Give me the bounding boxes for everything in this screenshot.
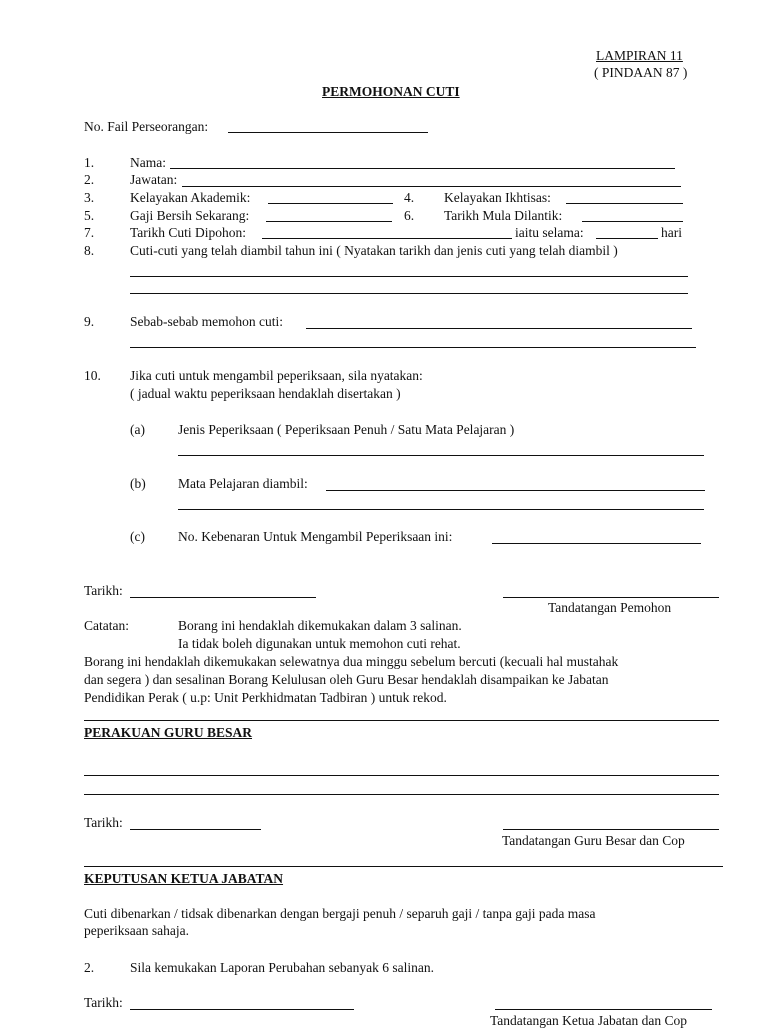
keputusan-paragraph-2: peperiksaan sahaja. [84,923,189,938]
catatan-paragraph-1: Borang ini hendaklah dikemukakan selewatnya dua minggu sebelum bercuti (kecuali hal mustahak [84,654,619,669]
gaji-field[interactable] [266,221,392,222]
kelayakan-ikhtisas-field[interactable] [566,203,683,204]
signature-line[interactable] [503,829,719,830]
catatan-line-1: Borang ini hendaklah dikemukakan dalam 3 salinan. [178,618,462,633]
hari-label: hari [661,225,682,240]
keputusan-paragraph-1: Cuti dibenarkan / tidsak dibenarkan dengan bergaji penuh / separuh gaji / tanpa gaji pada masa [84,906,596,921]
item-number: 3. [84,190,95,205]
catatan-paragraph-3: Pendidikan Perak ( u.p: Unit Perkhidmatan Tadbiran ) untuk rekod. [84,690,447,705]
tarikh-mula-field[interactable] [582,221,683,222]
item-number: 2. [84,172,95,187]
item-number: 6. [404,208,415,223]
item-number: 5. [84,208,95,223]
item-number: 10. [84,368,101,383]
mata-pelajaran-label: Mata Pelajaran diambil: [178,476,308,491]
keputusan-title: KEPUTUSAN KETUA JABATAN [84,871,284,886]
cuti-diambil-label: Cuti-cuti yang telah diambil tahun ini ( Nyatakan tarikh dan jenis cuti yang telah diambil ) [130,243,618,258]
mata-pelajaran-field[interactable] [178,509,704,510]
tandatangan-pemohon-label: Tandatangan Pemohon [548,600,672,615]
jenis-peperiksaan-label: Jenis Peperiksaan ( Peperiksaan Penuh / Satu Mata Pelajaran ) [178,422,515,437]
nama-field[interactable] [170,168,675,169]
item-number: 2. [84,960,95,975]
sub-item-b: (b) [130,476,146,491]
item-number: 1. [84,155,95,170]
sebab-field[interactable] [306,328,692,329]
catatan-line-2: Ia tidak boleh digunakan untuk memohon cuti rehat. [178,636,461,651]
jenis-peperiksaan-field[interactable] [178,455,704,456]
tarikh-label: Tarikh: [84,995,123,1010]
item-number: 8. [84,243,95,258]
kelayakan-ikhtisas-label: Kelayakan Ikhtisas: [444,190,551,205]
tarikh-cuti-field[interactable] [262,238,512,239]
jawatan-label: Jawatan: [130,172,178,187]
item-number: 9. [84,314,95,329]
laporan-perubahan-label: Sila kemukakan Laporan Perubahan sebanyak 6 salinan. [130,960,435,975]
no-kebenaran-field[interactable] [492,543,701,544]
item-number: 4. [404,190,415,205]
signature-line[interactable] [495,1009,712,1010]
tarikh-field[interactable] [130,1009,354,1010]
perakuan-title: PERAKUAN GURU BESAR [84,725,253,740]
section-divider [84,866,723,867]
sebab-label: Sebab-sebab memohon cuti: [130,314,283,329]
tandatangan-guru-besar-label: Tandatangan Guru Besar dan Cop [502,833,685,848]
kelayakan-akademik-field[interactable] [268,203,393,204]
catatan-paragraph-2: dan segera ) dan sesalinan Borang Kelulusan oleh Guru Besar hendaklah disampaikan ke Jabatan [84,672,609,687]
mata-pelajaran-field[interactable] [326,490,705,491]
pindaan-label: ( PINDAAN 87 ) [594,65,688,80]
kelayakan-akademik-label: Kelayakan Akademik: [130,190,251,205]
cuti-diambil-field[interactable] [130,276,688,277]
tandatangan-ketua-jabatan-label: Tandatangan Ketua Jabatan dan Cop [490,1013,687,1028]
signature-line[interactable] [503,597,719,598]
no-kebenaran-label: No. Kebenaran Untuk Mengambil Peperiksaan ini: [178,529,453,544]
peperiksaan-label: Jika cuti untuk mengambil peperiksaan, sila nyatakan: [130,368,423,383]
tarikh-field[interactable] [130,597,316,598]
nama-label: Nama: [130,155,166,170]
tarikh-mula-label: Tarikh Mula Dilantik: [444,208,563,223]
tarikh-label: Tarikh: [84,583,123,598]
selama-field[interactable] [596,238,658,239]
cuti-diambil-field[interactable] [130,293,688,294]
sub-item-a: (a) [130,422,145,437]
jawatan-field[interactable] [182,186,681,187]
catatan-label: Catatan: [84,618,129,633]
no-fail-field[interactable] [228,132,428,133]
tarikh-cuti-label: Tarikh Cuti Dipohon: [130,225,247,240]
jadual-note: ( jadual waktu peperiksaan hendaklah disertakan ) [130,386,401,401]
perakuan-field[interactable] [84,775,719,776]
sebab-field[interactable] [130,347,696,348]
no-fail-label: No. Fail Perseorangan: [84,119,209,134]
gaji-label: Gaji Bersih Sekarang: [130,208,250,223]
item-number: 7. [84,225,95,240]
sub-item-c: (c) [130,529,145,544]
section-divider [84,720,719,721]
tarikh-field[interactable] [130,829,261,830]
perakuan-field[interactable] [84,794,719,795]
form-title: PERMOHONAN CUTI [322,84,460,99]
tarikh-label: Tarikh: [84,815,123,830]
selama-label: iaitu selama: [515,225,584,240]
lampiran-label: LAMPIRAN 11 [596,48,683,63]
